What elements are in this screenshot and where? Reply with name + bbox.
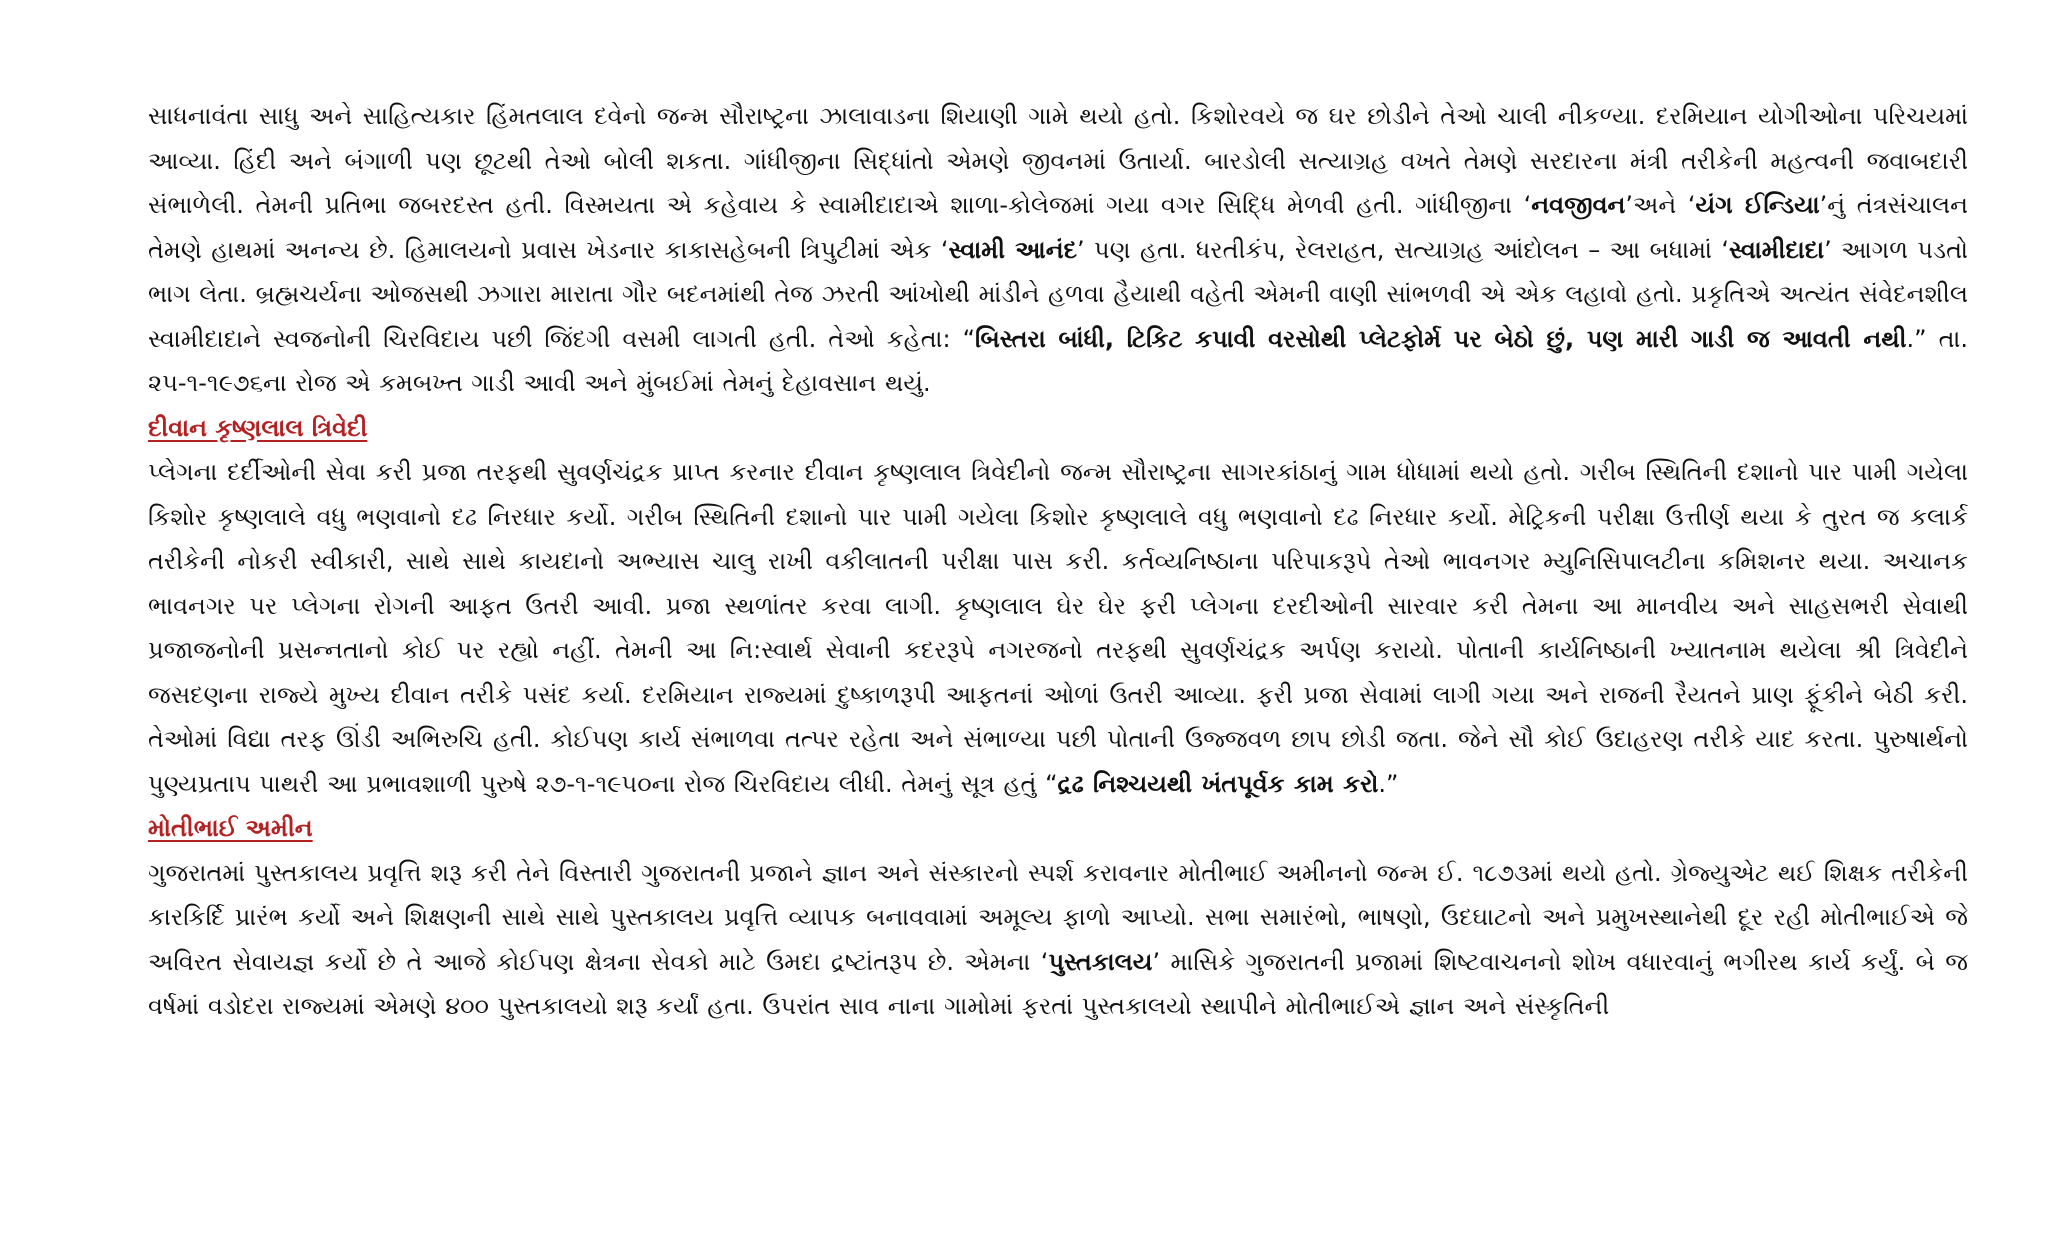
text-run: ’ પણ હતા. ધરતીકંપ, રેલરાહત, સત્યાગ્રહ આંદોલન – આ બધામાં ‘ — [1077, 235, 1729, 264]
bold-text-swamidada: સ્વામીદાદા — [1728, 235, 1825, 264]
bold-text-pustakalay: પુસ્તકાલય — [1048, 947, 1153, 976]
bold-text-quote: બિસ્તરા બાંધી, ટિકિટ કપાવી વરસોથી પ્લેટફોર્મ પર બેઠો છું, પણ મારી ગાડી જ આવતી નથી — [975, 324, 1907, 353]
paragraph-motibhai-amin — [148, 851, 1968, 1029]
text-run: .” તા. ૨૫-૧-૧૯૭૬ના રોજ એ કમબખ્ત ગાડી આવી અને મુંબઈમાં તેમનું દેહાવસાન થયું. — [148, 324, 1968, 397]
paragraph-diwan-krishnalal — [148, 450, 1968, 806]
text-run: ’ આગળ પડતો ભાગ લેતા. બ્રહ્મચર્યના ઓજસથી ઝગારા મારાતા ગૌર બદનમાંથી તેજ ઝરતી આંખોથી માંડીને હળવા હૈયાથી વહેતી એમની વાણી સાંભળવી એ એક લહાવો હતો. પ્રકૃતિએ અત્યંત સંવેદનશીલ સ્વામીદાદાને સ્વજનોની ચિરવિદાય પછી જિંદગી વસમી લાગતી હતી. તેઓ કહેતા: “ — [148, 235, 1968, 353]
text-run: પ્લેગના દર્દીઓની સેવા કરી પ્રજા તરફથી સુવર્ણચંદ્રક પ્રાપ્ત કરનાર દીવાન કૃષ્ણલાલ ત્રિવેદીનો જન્મ સૌરાષ્ટ્રના સાગરકાંઠાનું ગામ ધોધામાં થયો હતો. ગરીબ સ્થિતિની દશાનો પાર પામી ગયેલા કિશોર કૃષ્ણલાલે વધુ ભણવાનો દઢ નિરધાર કર્યો. ગરીબ સ્થિતિની દશાનો પાર પામી ગયેલા કિશોર કૃષ્ણલાલે વધુ ભણવાનો દઢ નિરધાર કર્યો. મેટ્રિકની પરીક્ષા ઉત્તીર્ણ થયા કે તુરત જ કલાર્ક તરીકેની નોકરી સ્વીકારી, સાથે સાથે કાયદાનો અભ્યાસ ચાલુ રાખી વકીલાતની પરીક્ષા પાસ કરી. કર્તવ્યનિષ્ઠાના પરિપાકરૂપે તેઓ ભાવનગર મ્યુનિસિપાલટીના કમિશનર થયા. અચાનક ભાવનગર પર પ્લેગના રોગની આફત ઉતરી આવી. પ્રજા સ્થળાંતર કરવા લાગી. કૃષ્ણલાલ ઘેર ઘેર ફરી પ્લેગના દરદીઓની સારવાર કરી તેમના આ માનવીય અને સાહસભરી સેવાથી પ્રજાજનોની પ્રસન્નતાનો કોઈ પર રહ્યો નહીં. તેમની આ નિ:સ્વાર્થ સેવાની કદરરૂપે નગરજનો તરફથી સુવર્ણચંદ્રક અર્પણ કરાયો. પોતાની કાર્યનિષ્ઠાની ખ્યાતનામ થયેલા શ્રી ત્રિવેદીને જસદણના રાજ્યે મુખ્ય દીવાન તરીકે પસંદ કર્યા. દરમિયાન રાજ્યમાં દુષ્કાળરૂપી આફતનાં ઓળાં ઉતરી આવ્યા. ફરી પ્રજા સેવામાં લાગી ગયા અને રાજની રૈયતને પ્રાણ ફૂંકીને બેઠી કરી. તેઓમાં વિદ્યા તરફ ઊંડી અભિરુચિ હતી. કોઈપણ કાર્ય સંભાળવા તત્પર રહેતા અને સંભાળ્યા પછી પોતાની ઉજ્જવળ છાપ છોડી જતા. જેને સૌ કોઈ ઉદાહરણ તરીકે યાદ કરતા. પુરુષાર્થનો પુણ્યપ્રતાપ પાથરી આ પ્રભાવશાળી પુરુષે ૨૭-૧-૧૯૫૦ના રોજ ચિરવિદાય લીધી. તેમનું સૂત્ર હતું “ — [148, 458, 1968, 798]
bold-text-swami-anand: સ્વામી આનંદ — [948, 235, 1077, 264]
text-run: ’નું તંત્રસંચાલન તેમણે હાથમાં અનન્ય છે. હિમાલયનો પ્રવાસ ખેડનાર કાકાસહેબની ત્રિપુટીમાં એક ‘ — [148, 191, 1968, 264]
bold-text-navjivan: નવજીવન — [1531, 191, 1626, 219]
section-heading-motibhai-amin: મોતીભાઈ અમીન — [148, 814, 313, 842]
text-run: ગુજરાતમાં પુસ્તકાલય પ્રવૃત્તિ શરૂ કરી તેને વિસ્તારી ગુજરાતની પ્રજાને જ્ઞાન અને સંસ્કારનો સ્પર્શ કરાવનાર મોતીભાઈ અમીનનો જન્મ ઈ. ૧૮૭૩માં થયો હતો. ગ્રેજ્યુએટ થઈ શિક્ષક તરીકેની કારકિર્દિ પ્રારંભ કર્યો અને શિક્ષણની સાથે સાથે પુસ્તકાલય પ્રવૃત્તિ વ્યાપક બનાવવામાં અમૂલ્ય ફાળો આપ્યો. સભા સમારંભો, ભાષણો, ઉદઘાટનો અને પ્રમુખસ્થાનેથી દૂર રહી મોતીભાઈએ જે અવિરત સેવાયજ્ઞ કર્યો છે તે આજે કોઈપણ ક્ષેત્રના સેવકો માટે ઉમદા દ્રષ્ટાંતરૂપ છે. એમના ‘ — [148, 858, 1968, 976]
document-page — [148, 94, 1968, 1029]
section-heading-diwan-krishnalal: દીવાન કૃષ્ણલાલ ત્રિવેદી — [148, 413, 368, 442]
paragraph-swami-anand — [148, 94, 1968, 406]
text-run: .” — [1378, 769, 1399, 798]
bold-text-young-india: યંગ ઈન્ડિયા — [1695, 191, 1820, 219]
text-run: ’અને ‘ — [1625, 191, 1696, 219]
text-run: સાધનાવંતા સાધુ અને સાહિત્યકાર હિંમતલાલ દવેનો જન્મ સૌરાષ્ટ્રના ઝાલાવાડના શિયાણી ગામે થયો હતો. કિશોરવયે જ ઘર છોડીને તેઓ ચાલી નીકળ્યા. દરમિયાન યોગીઓના પરિચયમાં આવ્યા. હિંદી અને બંગાળી પણ છૂટથી તેઓ બોલી શકતા. ગાંધીજીના સિદ્ધાંતો એમણે જીવનમાં ઉતાર્યા. બારડોલી સત્યાગ્રહ વખતે તેમણે સરદારના મંત્રી તરીકેની મહત્વની જવાબદારી સંભાળેલી. તેમની પ્રતિભા જબરદસ્ત હતી. વિસ્મયતા એ કહેવાય કે સ્વામીદાદાએ શાળા-કોલેજમાં ગયા વગર સિદ્ધિ મેળવી હતી. ગાંધીજીના ‘ — [148, 102, 1968, 219]
bold-text-motto: દ્રઢ નિશ્ચયથી ખંતપૂર્વક કામ કરો — [1057, 769, 1379, 798]
text-run: ’ માસિકે ગુજરાતની પ્રજામાં શિષ્ટવાચનનો શોખ વધારવાનું ભગીરથ કાર્ય કર્યું. બે જ વર્ષમાં વડોદરા રાજ્યમાં એમણે ૪૦૦ પુસ્તકાલયો શરૂ કર્યાં હતા. ઉપરાંત સાવ નાના ગામોમાં ફરતાં પુસ્તકાલયો સ્થાપીને મોતીભાઈએ જ્ઞાન અને સંસ્કૃતિની — [148, 947, 1968, 1020]
